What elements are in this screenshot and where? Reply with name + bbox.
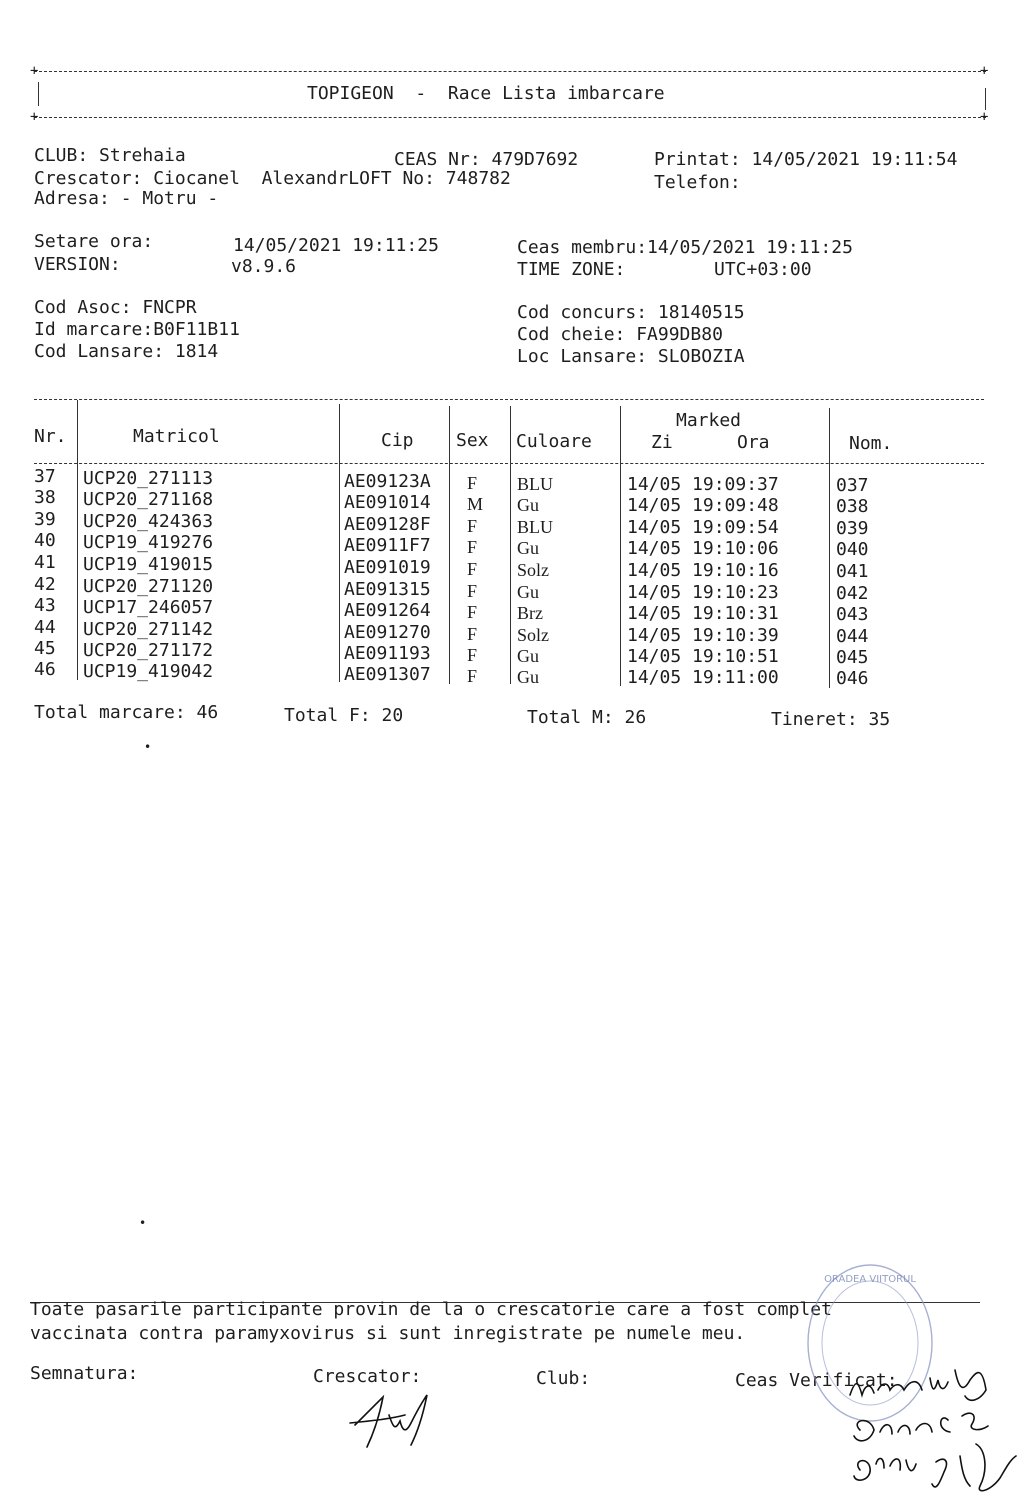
table-row: [0, 574, 1024, 604]
header-left-border: [38, 82, 39, 106]
row-cip: AE091315: [344, 579, 431, 600]
version-value: v8.9.6: [231, 256, 297, 277]
corner-plus: +: [30, 63, 39, 79]
row-cip: AE091193: [344, 643, 431, 664]
set-time-value: 14/05/2021 19:11:25: [233, 235, 439, 256]
row-culoare: Gu: [517, 646, 539, 666]
header-ora: Ora: [737, 432, 770, 453]
clock-verified-label: Ceas Verificat:: [735, 1370, 898, 1391]
table-row: [0, 552, 1024, 582]
row-cip: AE091270: [344, 622, 431, 643]
row-nom: 042: [836, 583, 869, 604]
header-cip: Cip: [381, 430, 414, 451]
marking-id: Id marcare:B0F11B11: [34, 319, 240, 340]
row-marked: 14/05 19:10:39: [627, 625, 779, 646]
table-top-border: [34, 399, 984, 400]
row-sex: F: [467, 559, 478, 579]
table-row: [0, 617, 1024, 647]
corner-plus: +: [30, 109, 39, 125]
table-row: [0, 530, 1024, 560]
stamp-text: ORADEA VIITORUL: [824, 1274, 916, 1285]
row-sex: F: [467, 645, 478, 665]
table-header-border: [34, 463, 984, 464]
row-sex: F: [467, 624, 478, 644]
row-nom: 039: [836, 518, 869, 539]
row-culoare: Gu: [517, 582, 539, 602]
table-row: [0, 595, 1024, 625]
declaration-line-1: Toate pasarile participante provin de la o crescatorie care a fost complet: [30, 1299, 832, 1320]
row-nr: 40: [34, 530, 56, 551]
row-sex: F: [467, 473, 478, 493]
signature-label: Semnatura:: [30, 1363, 139, 1384]
row-nr: 44: [34, 617, 56, 638]
document-title: TOPIGEON - Race Lista imbarcare: [307, 83, 665, 104]
row-nr: 45: [34, 638, 56, 659]
row-sex: M: [467, 494, 484, 514]
row-nom: 037: [836, 475, 869, 496]
row-matricol: UCP19_419015: [83, 554, 214, 575]
row-cip: AE09123A: [344, 471, 431, 492]
row-culoare: Gu: [517, 667, 539, 687]
row-matricol: UCP20_271168: [83, 489, 214, 510]
table-row: [0, 487, 1024, 517]
total-female: Total F: 20: [284, 705, 404, 726]
contest-code: Cod concurs: 18140515: [517, 302, 745, 323]
club-signature-label: Club:: [536, 1368, 591, 1389]
release-location: Loc Lansare: SLOBOZIA: [517, 346, 745, 367]
row-matricol: UCP20_271120: [83, 576, 214, 597]
assoc-code: Cod Asoc: FNCPR: [34, 297, 197, 318]
time-zone-value: UTC+03:00: [714, 259, 812, 280]
row-culoare: Solz: [517, 560, 550, 580]
table-row: [0, 466, 1024, 496]
ceas-nr: CEAS Nr: 479D7692: [394, 149, 579, 170]
row-sex: F: [467, 537, 478, 557]
row-nr: 39: [34, 509, 56, 530]
row-nom: 038: [836, 496, 869, 517]
member-clock: Ceas membru:14/05/2021 19:11:25: [517, 237, 853, 258]
declaration-line-2: vaccinata contra paramyxovirus si sunt inregistrate pe numele meu.: [30, 1323, 746, 1344]
row-matricol: UCP20_424363: [83, 511, 214, 532]
phone: Telefon:: [654, 172, 741, 193]
breeder-name: Crescator: Ciocanel AlexandrLOFT No: 748782: [34, 168, 511, 189]
row-cip: AE0911F7: [344, 535, 431, 556]
row-marked: 14/05 19:09:48: [627, 495, 779, 516]
header-top-border: [34, 71, 986, 72]
header-bottom-border: [34, 117, 986, 118]
row-cip: AE091014: [344, 492, 431, 513]
row-cip: AE091307: [344, 664, 431, 685]
row-nom: 040: [836, 539, 869, 560]
table-row: [0, 659, 1024, 689]
row-sex: F: [467, 666, 478, 686]
key-code: Cod cheie: FA99DB80: [517, 324, 723, 345]
row-matricol: UCP20_271113: [83, 468, 214, 489]
breeder-signature: [345, 1385, 440, 1455]
row-nom: 041: [836, 561, 869, 582]
address: Adresa: - Motru -: [34, 188, 219, 209]
stray-dot: •: [139, 1216, 147, 1230]
row-matricol: UCP19_419276: [83, 532, 214, 553]
row-culoare: Solz: [517, 625, 550, 645]
header-nom: Nom.: [849, 433, 893, 454]
header-right-border: [985, 88, 986, 110]
header-nr: Nr.: [34, 426, 67, 447]
row-sex: F: [467, 581, 478, 601]
row-marked: 14/05 19:10:16: [627, 560, 779, 581]
row-marked: 14/05 19:10:23: [627, 582, 779, 603]
row-sex: F: [467, 516, 478, 536]
row-nom: 043: [836, 604, 869, 625]
corner-plus: +: [980, 109, 989, 125]
corner-plus: +: [980, 63, 989, 79]
row-culoare: BLU: [517, 474, 553, 494]
row-matricol: UCP20_271142: [83, 619, 214, 640]
row-nr: 42: [34, 574, 56, 595]
row-cip: AE091264: [344, 600, 431, 621]
row-sex: F: [467, 602, 478, 622]
row-culoare: Gu: [517, 495, 539, 515]
row-nom: 044: [836, 626, 869, 647]
row-culoare: Gu: [517, 538, 539, 558]
release-code: Cod Lansare: 1814: [34, 341, 219, 362]
row-nom: 046: [836, 668, 869, 689]
row-matricol: UCP20_271172: [83, 640, 214, 661]
printed-at: Printat: 14/05/2021 19:11:54: [654, 149, 958, 170]
row-marked: 14/05 19:09:54: [627, 517, 779, 538]
row-nr: 37: [34, 466, 56, 487]
total-marked: Total marcare: 46: [34, 702, 219, 723]
row-nr: 46: [34, 659, 56, 680]
row-culoare: BLU: [517, 517, 553, 537]
row-marked: 14/05 19:10:51: [627, 646, 779, 667]
header-marked: Marked: [676, 410, 742, 431]
table-row: [0, 509, 1024, 539]
set-time-label: Setare ora:: [34, 231, 154, 252]
time-zone-label: TIME ZONE:: [517, 259, 626, 280]
version-label: VERSION:: [34, 254, 121, 275]
header-culoare: Culoare: [516, 431, 592, 452]
header-sex: Sex: [456, 430, 489, 451]
row-nr: 38: [34, 487, 56, 508]
row-marked: 14/05 19:09:37: [627, 474, 779, 495]
total-young: Tineret: 35: [771, 709, 891, 730]
row-culoare: Brz: [517, 603, 543, 623]
table-row: [0, 638, 1024, 668]
row-cip: AE09128F: [344, 514, 431, 535]
row-matricol: UCP19_419042: [83, 661, 214, 682]
row-marked: 14/05 19:11:00: [627, 667, 779, 688]
header-matricol: Matricol: [133, 426, 220, 447]
row-marked: 14/05 19:10:31: [627, 603, 779, 624]
stray-dot: •: [144, 740, 152, 754]
total-male: Total M: 26: [527, 707, 647, 728]
header-zi: Zi: [651, 432, 673, 453]
row-nom: 045: [836, 647, 869, 668]
row-nr: 43: [34, 595, 56, 616]
verifier-handwriting: [840, 1360, 1024, 1499]
club-name: CLUB: Strehaia: [34, 145, 186, 166]
row-nr: 41: [34, 552, 56, 573]
row-matricol: UCP17_246057: [83, 597, 214, 618]
breeder-signature-label: Crescator:: [313, 1366, 422, 1387]
row-marked: 14/05 19:10:06: [627, 538, 779, 559]
row-cip: AE091019: [344, 557, 431, 578]
